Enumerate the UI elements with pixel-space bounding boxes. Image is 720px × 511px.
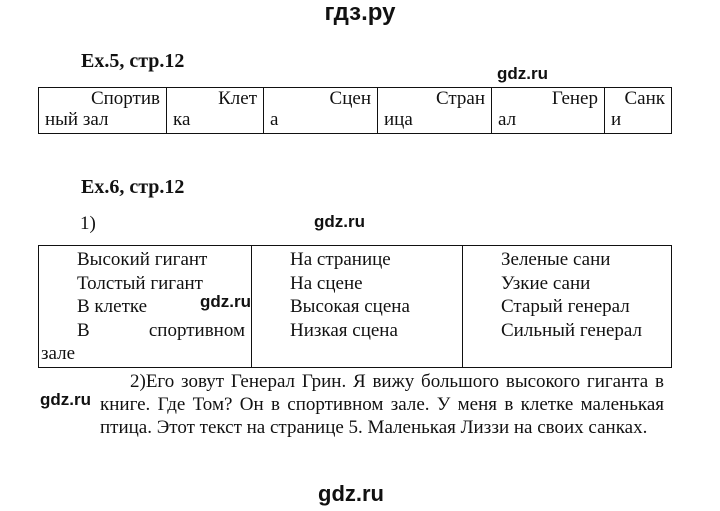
list-item: Старый генерал [501,296,630,317]
watermark: gdz.ru [314,212,365,231]
cell-line: и [611,109,622,130]
cell-line: Генер [551,88,598,109]
cell-line: Сцен [329,88,371,109]
table-cell [167,88,264,134]
cell-line: а [270,109,279,130]
ex6-heading: Ex.6, стр.12 [81,176,185,198]
table-cell [492,88,605,134]
watermark: gdz.ru [318,481,384,506]
list-item: На странице [290,249,391,270]
list-item: Сильный генерал [501,319,642,341]
list-item: Толстый гигант [77,272,203,294]
cell-line: ица [384,109,413,130]
cell-line: Санк [624,88,665,109]
list-item: На сцене [290,272,363,294]
list-item: Высокая сцена [290,296,410,317]
cell-line: Спортив [90,88,160,109]
table-cell [463,246,672,368]
cell-line: ный зал [45,109,109,130]
split-word: спортивном [148,319,245,341]
list-item: Высокий гигант [77,249,208,270]
list-item [77,319,245,343]
cell-line: ал [498,109,517,130]
watermark: gdz.ru [497,64,548,83]
part1-label: 1) [80,213,96,234]
table-cell [39,88,167,134]
ex6-table [38,245,672,368]
cell-line: ка [173,109,191,130]
watermark: gdz.ru [200,292,251,311]
split-tail: зале [41,343,76,364]
table-cell [264,88,378,134]
table-cell [378,88,492,134]
table-row [39,88,672,134]
cell-line: Клет [218,88,257,109]
list-item: Низкая сцена [290,319,398,341]
watermark: gdz.ru [40,390,91,409]
list-item: Зеленые сани [501,249,611,270]
table-cell [252,246,463,368]
part2-text: Его зовут Генерал Грин. Я вижу большого высокого гиганта в книге. Где Том? Он в спортивном зале. У меня в клетке маленькая птица. Этот текст на странице 5. Маленькая Лиззи на своих санках. [100,371,664,438]
part2-number: 2) [130,371,146,392]
table-row [39,246,672,368]
cell-line: Стран [435,88,485,109]
ex5-table [38,87,672,134]
list-item: Узкие сани [501,272,591,294]
table-cell [605,88,672,134]
part2-paragraph [100,370,664,439]
split-word: В [77,319,90,341]
list-item: В клетке [77,296,148,317]
site-title: гдз.ру [324,0,396,26]
ex5-heading: Ex.5, стр.12 [81,50,185,72]
